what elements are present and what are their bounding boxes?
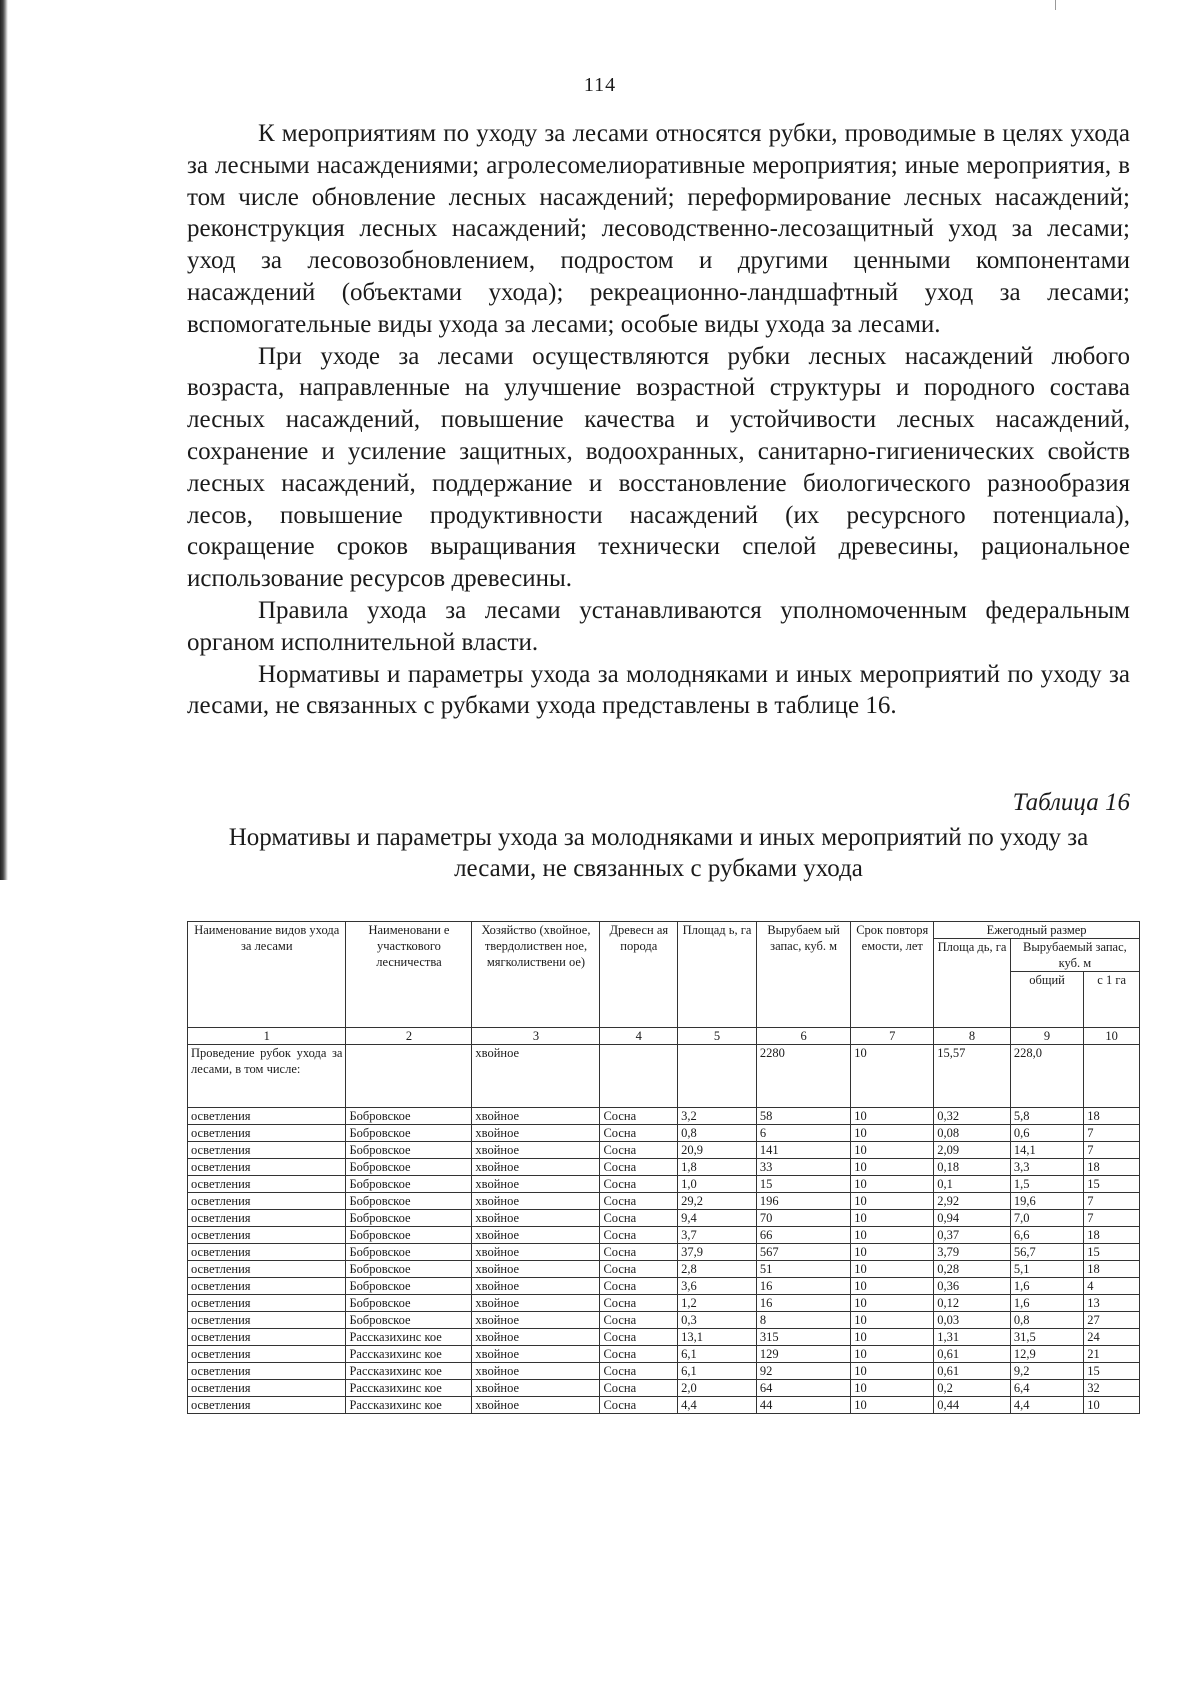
header-per-ha: с 1 га [1084,972,1140,1028]
table-cell: 5,1 [1010,1261,1083,1278]
table-cell: 0,8 [678,1125,757,1142]
table-cell: 66 [756,1227,850,1244]
table-cell: 16 [756,1278,850,1295]
table-cell: 10 [851,1363,934,1380]
table-cell: 10 [851,1159,934,1176]
table-cell: Сосна [600,1159,678,1176]
table-cell: 567 [756,1244,850,1261]
header-stock: Вырубаем ый запас, куб. м [756,922,850,1028]
table-cell: 10 [851,1329,934,1346]
table-cell: Сосна [600,1278,678,1295]
table-cell: 1,0 [678,1176,757,1193]
table-cell: 5,8 [1010,1108,1083,1125]
table-cell: 228,0 [1010,1045,1083,1108]
header-period: Срок повторя емости, лет [851,922,934,1028]
table-cell: 18 [1084,1108,1140,1125]
column-number-cell: 8 [934,1028,1011,1045]
table-cell: 10 [851,1397,934,1414]
table-cell: Бобровское [346,1312,472,1329]
table-cell: осветления [188,1397,346,1414]
table-row [188,1244,1140,1261]
table-cell: осветления [188,1176,346,1193]
table-cell: Сосна [600,1380,678,1397]
table-cell: 56,7 [1010,1244,1083,1261]
column-number-cell: 2 [346,1028,472,1045]
table-cell: 70 [756,1210,850,1227]
table-cell: Сосна [600,1397,678,1414]
table-cell: 32 [1084,1380,1140,1397]
table-cell: 15 [1084,1176,1140,1193]
body-text [187,118,1130,722]
header-annual-stock: Вырубаемый запас, куб. м [1010,939,1139,972]
table-cell: 14,1 [1010,1142,1083,1159]
table-cell: Рассказихинс кое [346,1363,472,1380]
table-cell: хвойное [472,1312,600,1329]
table-row [188,1312,1140,1329]
table-cell: 7 [1084,1193,1140,1210]
column-number-cell: 3 [472,1028,600,1045]
table-row [188,1346,1140,1363]
table-cell: Сосна [600,1363,678,1380]
paragraph: К мероприятиям по уходу за лесами относятся рубки, проводимые в целях ухода за лесными насаждениями; агролесомелиоративные мероприятия; иные мероприятия, в том числе обновление лесных насаждений; переформирование лесных насаждений; реконструкция лесных насаждений; лесоводственно-лесозащитный уход за лесами; уход за лесовозобновлением, подростом и другими ценными компонентами насаждений (объектами ухода); рекреационно-ландшафтный уход за лесами; вспомогательные виды ухода за лесами; особые виды ухода за лесами. [187,120,1130,338]
table-cell: 27 [1084,1312,1140,1329]
table-cell: осветления [188,1210,346,1227]
table-row [188,1125,1140,1142]
table-cell: 0,03 [934,1312,1011,1329]
table-cell: 315 [756,1329,850,1346]
table-cell: осветления [188,1193,346,1210]
table-cell: 7 [1084,1142,1140,1159]
table-row [188,1159,1140,1176]
table-cell: 3,79 [934,1244,1011,1261]
table-cell: 9,2 [1010,1363,1083,1380]
table-cell: 0,1 [934,1176,1011,1193]
table-row [188,1261,1140,1278]
table-cell: 1,6 [1010,1278,1083,1295]
table-cell: 0,3 [678,1312,757,1329]
paragraph: Нормативы и параметры ухода за молодняками и иных мероприятий по уходу за лесами, не связанных с рубками ухода представлены в таблице 16. [187,660,1130,720]
table-cell: 3,7 [678,1227,757,1244]
table-row [188,1363,1140,1380]
table-cell: 1,5 [1010,1176,1083,1193]
table-cell: 10 [851,1278,934,1295]
table-cell: 0,6 [1010,1125,1083,1142]
table-cell: 0,2 [934,1380,1011,1397]
header-annual: Ежегодный размер [934,922,1140,939]
table-cell: 1,6 [1010,1295,1083,1312]
table-cell: 18 [1084,1159,1140,1176]
table-cell: 6,1 [678,1363,757,1380]
table-cell: 64 [756,1380,850,1397]
table-cell: 1,8 [678,1159,757,1176]
table-cell: 0,61 [934,1363,1011,1380]
table-cell: хвойное [472,1278,600,1295]
paragraph: При уходе за лесами осуществляются рубки лесных насаждений любого возраста, направленные на улучшение возрастной структуры и породного состава лесных насаждений, повышение качества и устойчивости лесных насаждений, сохранение и усиление защитных, водоохранных, санитарно-гигиенических свойств лесных насаждений, поддержание и восстановление биологического разнообразия лесов, повышение продуктивности насаждений (их ресурсного потенциала), сокращение сроков выращивания технически спелой древесины, рациональное использование ресурсов древесины. [187,342,1130,593]
table-cell: 1,2 [678,1295,757,1312]
table-cell: 10 [851,1295,934,1312]
table-cell: 12,9 [1010,1346,1083,1363]
page-number: 114 [583,74,617,96]
table-cell: хвойное [472,1380,600,1397]
table-cell: Сосна [600,1142,678,1159]
table-cell: 2,92 [934,1193,1011,1210]
header-area: Площад ь, га [678,922,757,1028]
table-cell: 58 [756,1108,850,1125]
table-cell: осветления [188,1329,346,1346]
table-cell: хвойное [472,1142,600,1159]
column-number-cell: 9 [1010,1028,1083,1045]
table-cell: 10 [851,1380,934,1397]
table-cell: 6 [756,1125,850,1142]
table-row [188,1295,1140,1312]
table-row-summary [188,1045,1140,1108]
table-row [188,1142,1140,1159]
table-cell: 0,28 [934,1261,1011,1278]
table-row [188,1227,1140,1244]
table-cell: 15,57 [934,1045,1011,1108]
table-cell: Сосна [600,1210,678,1227]
table-cell: хвойное [472,1193,600,1210]
table-cell: Бобровское [346,1159,472,1176]
table-cell: осветления [188,1346,346,1363]
table-label: Таблица 16 [1012,789,1130,816]
table-cell: 0,36 [934,1278,1011,1295]
table-cell: 10 [851,1142,934,1159]
table-cell: 33 [756,1159,850,1176]
table-cell: 10 [851,1193,934,1210]
table-cell: 31,5 [1010,1329,1083,1346]
table-cell: 4,4 [1010,1397,1083,1414]
table-cell: 9,4 [678,1210,757,1227]
table-cell: 18 [1084,1227,1140,1244]
table-cell: Бобровское [346,1227,472,1244]
table-cell: 10 [851,1261,934,1278]
table-cell: осветления [188,1244,346,1261]
table-cell: 16 [756,1295,850,1312]
table-cell: 0,37 [934,1227,1011,1244]
table-cell: 0,08 [934,1125,1011,1142]
table-cell: 92 [756,1363,850,1380]
table-cell: 2280 [756,1045,850,1108]
table-cell: 0,44 [934,1397,1011,1414]
table-cell: хвойное [472,1125,600,1142]
table-cell: 0,18 [934,1159,1011,1176]
column-number-cell: 5 [678,1028,757,1045]
column-number-cell: 6 [756,1028,850,1045]
table-cell: Сосна [600,1261,678,1278]
table-cell: 0,8 [1010,1312,1083,1329]
table-cell: 10 [851,1176,934,1193]
table-cell: хвойное [472,1159,600,1176]
table-cell [346,1045,472,1108]
column-number-cell: 7 [851,1028,934,1045]
table-cell: 21 [1084,1346,1140,1363]
table-cell: Сосна [600,1193,678,1210]
table-cell: 0,32 [934,1108,1011,1125]
table-cell: 0,12 [934,1295,1011,1312]
table-cell [1084,1045,1140,1108]
table-cell: 10 [851,1346,934,1363]
table-cell: Сосна [600,1329,678,1346]
table-cell: 2,09 [934,1142,1011,1159]
table-cell: 37,9 [678,1244,757,1261]
table-cell: 6,4 [1010,1380,1083,1397]
table-cell: Рассказихинс кое [346,1346,472,1363]
table-cell: хвойное [472,1363,600,1380]
table-cell: Бобровское [346,1176,472,1193]
table-body [188,1028,1140,1414]
table-cell: Бобровское [346,1125,472,1142]
table-cell: Бобровское [346,1142,472,1159]
scan-mark [1055,0,1056,10]
header-forestry: Наименовани е участкового лесничества [346,922,472,1028]
table-cell: Сосна [600,1108,678,1125]
header-total: общий [1010,972,1083,1028]
header-species: Древесн ая порода [600,922,678,1028]
column-number-cell: 4 [600,1028,678,1045]
column-number-row [188,1028,1140,1045]
table-cell: 10 [1084,1397,1140,1414]
table-cell: осветления [188,1108,346,1125]
table-cell: 15 [1084,1363,1140,1380]
table-cell: Бобровское [346,1193,472,1210]
table-cell: 0,61 [934,1346,1011,1363]
table-cell: 15 [1084,1244,1140,1261]
table-cell: хвойное [472,1295,600,1312]
table-cell: 10 [851,1108,934,1125]
table-cell: хвойное [472,1346,600,1363]
table-cell: хвойное [472,1045,600,1108]
table-cell: 3,2 [678,1108,757,1125]
table-cell: осветления [188,1278,346,1295]
column-number-cell: 1 [188,1028,346,1045]
table-cell: Сосна [600,1295,678,1312]
table-cell: Сосна [600,1125,678,1142]
table-cell: 196 [756,1193,850,1210]
table-cell: 13 [1084,1295,1140,1312]
table-cell: 24 [1084,1329,1140,1346]
table-cell: осветления [188,1227,346,1244]
table-row [188,1108,1140,1125]
table-cell: осветления [188,1142,346,1159]
table-title: Нормативы и параметры ухода за молодняками и иных мероприятий по уходу за лесами, не связанных с рубками ухода [228,824,1089,882]
table-cell: Сосна [600,1227,678,1244]
table-cell: Бобровское [346,1278,472,1295]
table-cell: 18 [1084,1261,1140,1278]
table-cell: 2,8 [678,1261,757,1278]
table-cell: Сосна [600,1346,678,1363]
table-cell: 20,9 [678,1142,757,1159]
header-annual-area: Площа дь, га [934,939,1011,1028]
table-cell: осветления [188,1380,346,1397]
table-cell: 141 [756,1142,850,1159]
table-cell: 10 [851,1227,934,1244]
table-cell: хвойное [472,1227,600,1244]
table-cell: Сосна [600,1244,678,1261]
table-cell: Бобровское [346,1295,472,1312]
table-row [188,1193,1140,1210]
table-row [188,1397,1140,1414]
paragraph: Правила ухода за лесами устанавливаются уполномоченным федеральным органом исполнительной власти. [187,596,1130,656]
table-cell: хвойное [472,1210,600,1227]
table-cell: 10 [851,1312,934,1329]
table-cell: 10 [851,1045,934,1108]
table-cell: Сосна [600,1312,678,1329]
table-cell: Рассказихинс кое [346,1380,472,1397]
table-cell: хвойное [472,1397,600,1414]
table-cell: 15 [756,1176,850,1193]
table-cell: Бобровское [346,1210,472,1227]
table-cell: осветления [188,1261,346,1278]
table-cell: Рассказихинс кое [346,1329,472,1346]
table-cell: 6,6 [1010,1227,1083,1244]
table-cell: 4,4 [678,1397,757,1414]
table-row [188,1210,1140,1227]
table-cell: хвойное [472,1329,600,1346]
table-cell: Сосна [600,1176,678,1193]
table-cell: осветления [188,1312,346,1329]
table-cell: 8 [756,1312,850,1329]
table-cell: 10 [851,1210,934,1227]
table-cell: 3,6 [678,1278,757,1295]
table-cell: 10 [851,1125,934,1142]
table-cell: хвойное [472,1244,600,1261]
table-cell: хвойное [472,1176,600,1193]
table-cell: 4 [1084,1278,1140,1295]
table-row [188,1176,1140,1193]
table-cell: 7 [1084,1125,1140,1142]
table-cell: Рассказихинс кое [346,1397,472,1414]
table-cell: 1,31 [934,1329,1011,1346]
table-cell: осветления [188,1295,346,1312]
header-name: Наименование видов ухода за лесами [188,922,346,1028]
table-cell: Бобровское [346,1261,472,1278]
table-cell: 129 [756,1346,850,1363]
table-cell: 19,6 [1010,1193,1083,1210]
table-cell: осветления [188,1125,346,1142]
table-cell: осветления [188,1159,346,1176]
table-cell: Бобровское [346,1244,472,1261]
table-row [188,1278,1140,1295]
column-number-cell: 10 [1084,1028,1140,1045]
table-cell: хвойное [472,1108,600,1125]
table-cell: 29,2 [678,1193,757,1210]
table-cell: Проведение рубок ухода за лесами, в том числе: [188,1045,346,1108]
table-cell: 7,0 [1010,1210,1083,1227]
table-cell: 51 [756,1261,850,1278]
table-cell: Бобровское [346,1108,472,1125]
table-cell: осветления [188,1363,346,1380]
table-cell: 2,0 [678,1380,757,1397]
table-cell: 3,3 [1010,1159,1083,1176]
table-cell: 44 [756,1397,850,1414]
table-row [188,1329,1140,1346]
standards-table [187,921,1140,1414]
header-economy: Хозяйство (хвойное, твердолиствен ное, мягколиствени ое) [472,922,600,1028]
scan-edge-shadow [0,0,8,880]
table-cell: 0,94 [934,1210,1011,1227]
table-cell [678,1045,757,1108]
table-cell [600,1045,678,1108]
table-cell: 13,1 [678,1329,757,1346]
table-row [188,1380,1140,1397]
table-cell: хвойное [472,1261,600,1278]
table-cell: 6,1 [678,1346,757,1363]
table-cell: 7 [1084,1210,1140,1227]
table-cell: 10 [851,1244,934,1261]
